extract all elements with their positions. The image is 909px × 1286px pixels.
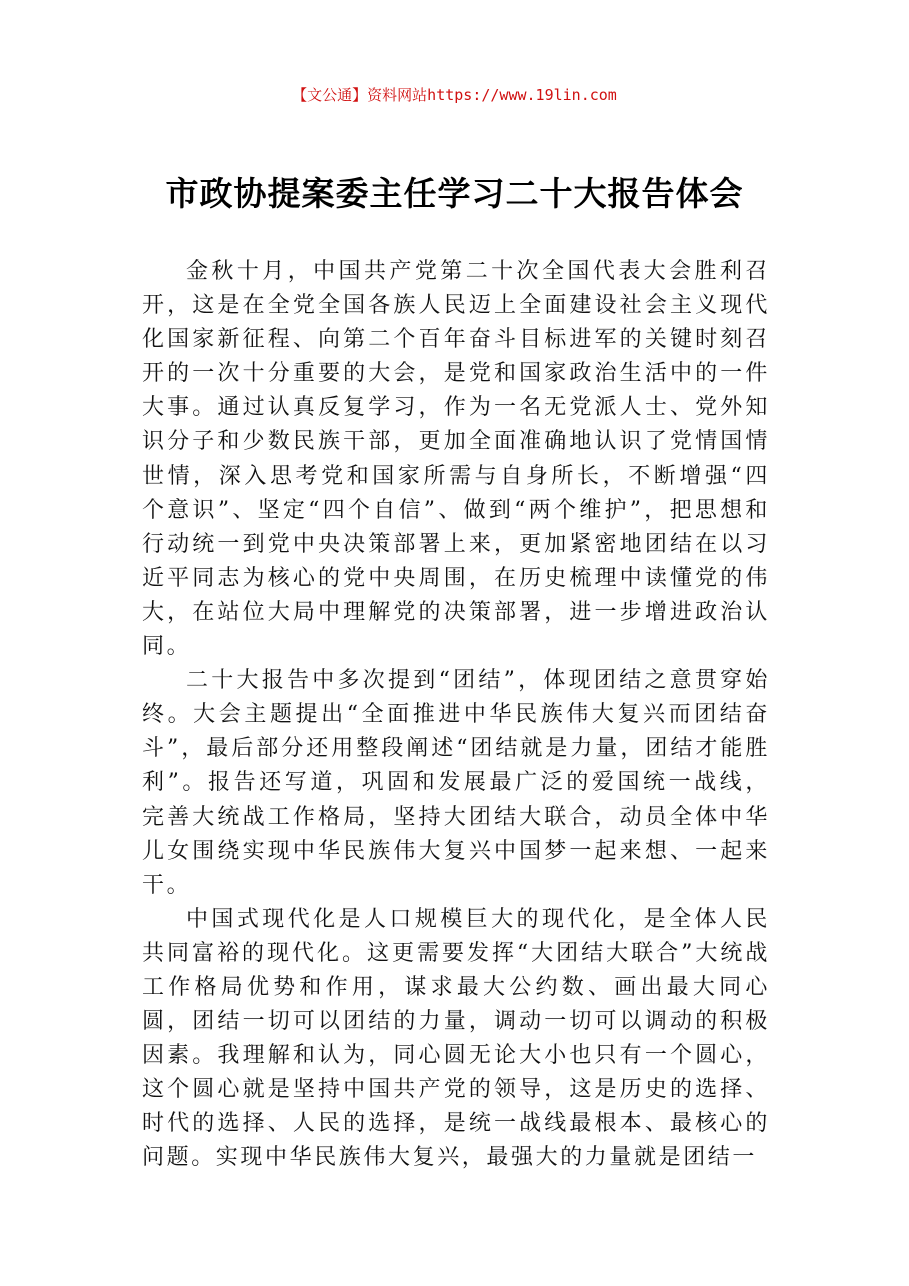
paragraph-3: 中国式现代化是人口规模巨大的现代化，是全体人民共同富裕的现代化。这更需要发挥“大团结大联合”大统战工作格局优势和作用，谋求最大公约数、画出最大同心圆，团结一切可以团结的力量，调动一切可以调动的积极因素。我理解和认为，同心圆无论大小也只有一个圆心，这个圆心就是坚持中国共产党的领导，这是历史的选择、时代的选择、人民的选择，是统一战线最根本、最核心的问题。实现中华民族伟大复兴，最强大的力量就是团结一 (142, 906, 770, 1171)
source-watermark-line[interactable]: 【文公通】资料网站https://www.19lin.com (292, 86, 617, 104)
paragraph-1: 金秋十月，中国共产党第二十次全国代表大会胜利召开，这是在全党全国各族人民迈上全面建设社会主义现代化国家新征程、向第二个百年奋斗目标进军的关键时刻召开的一次十分重要的大会，是党和国家政治生活中的一件大事。通过认真反复学习，作为一名无党派人士、党外知识分子和少数民族干部，更加全面准确地认识了党情国情世情，深入思考党和国家所需与自身所长，不断增强“四个意识”、坚定“四个自信”、做到“两个维护”，把思想和行动统一到党中央决策部署上来，更加紧密地团结在以习近平同志为核心的党中央周围，在历史梳理中读懂党的伟大，在站位大局中理解党的决策部署，进一步增进政治认同。 (142, 259, 770, 660)
document-title: 市政协提案委主任学习二十大报告体会 (165, 174, 744, 213)
paragraph-2: 二十大报告中多次提到“团结”，体现团结之意贯穿始终。大会主题提出“全面推进中华民族伟大复兴而团结奋斗”，最后部分还用整段阐述“团结就是力量，团结才能胜利”。报告还写道，巩固和发展最广泛的爱国统一战线，完善大统战工作格局，坚持大团结大联合，动员全体中华儿女围绕实现中华民族伟大复兴中国梦一起来想、一起来干。 (142, 668, 770, 898)
document-body (142, 255, 770, 1176)
